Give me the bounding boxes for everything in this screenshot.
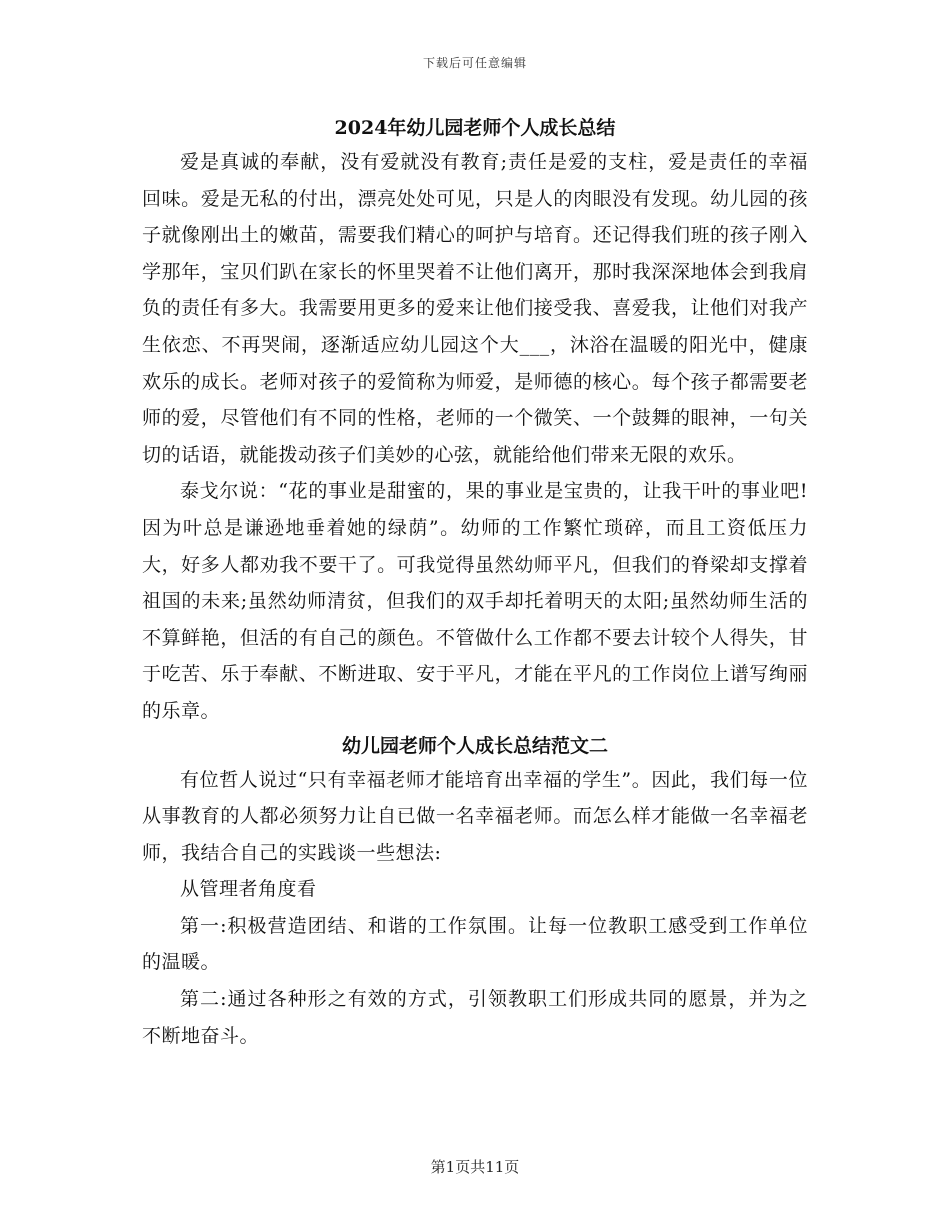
paragraph-2: 泰戈尔说：“花的事业是甜蜜的，果的事业是宝贵的，让我干叶的事业吧!因为叶总是谦逊地垂着她的绿荫”。幼师的工作繁忙琐碎，而且工资低压力大，好多人都劝我不要干了。可我觉得虽然幼师平凡，但我们的脊梁却支撑着祖国的未来;虽然幼师清贫，但我们的双手却托着明天的太阳;虽然幼师生活的不算鲜艳，但活的有自己的颜色。不管做什么工作都不要去计较个人得失，甘于吃苦、乐于奉献、不断进取、安于平凡，才能在平凡的工作岗位上谱写绚丽的乐章。 [142,480,808,722]
paragraph-1: 爱是真诚的奉献，没有爱就没有教育;责任是爱的支柱，爱是责任的幸福回味。爱是无私的付出，漂亮处处可见，只是人的肉眼没有发现。幼儿园的孩子就像刚出土的嫩苗，需要我们精心的呵护与培育。还记得我们班的孩子刚入学那年，宝贝们趴在家长的怀里哭着不让他们离开，那时我深深地体会到我肩负的责任有多大。我需要用更多的爱来让他们接受我、喜爱我，让他们对我产生依恋、不再哭闹，逐渐适应幼儿园这个大___，沐浴在温暖的阳光中，健康欢乐的成长。老师对孩子的爱简称为师爱，是师德的核心。每个孩子都需要老师的爱，尽管他们有不同的性格，老师的一个微笑、一个鼓舞的眼神，一句关切的话语，就能拨动孩子们美妙的心弦，就能给他们带来无限的欢乐。 [142,151,808,466]
paragraph-5: 第一:积极营造团结、和谐的工作氛围。让每一位教职工感受到工作单位的温暖。 [142,914,808,974]
paragraph-4: 从管理者角度看 [180,878,317,901]
paragraph-3: 有位哲人说过“只有幸福老师才能培育出幸福的学生”。因此，我们每一位从事教育的人都必须努力让自已做一名幸福老师。而怎么样才能做一名幸福老师，我结合自己的实践谈一些想法: [142,768,808,864]
header-note: 下载后可任意编辑 [422,56,527,70]
paragraph-6: 第二:通过各种形之有效的方式，引领教职工们形成共同的愿景，并为之不断地奋斗。 [142,988,808,1047]
page-indicator: 第1页共11页 [430,1158,520,1176]
document-title: 2024年幼儿园老师个人成长总结 [334,117,616,139]
document-body [142,112,808,1054]
section-title: 幼儿园老师个人成长总结范文二 [341,734,608,757]
